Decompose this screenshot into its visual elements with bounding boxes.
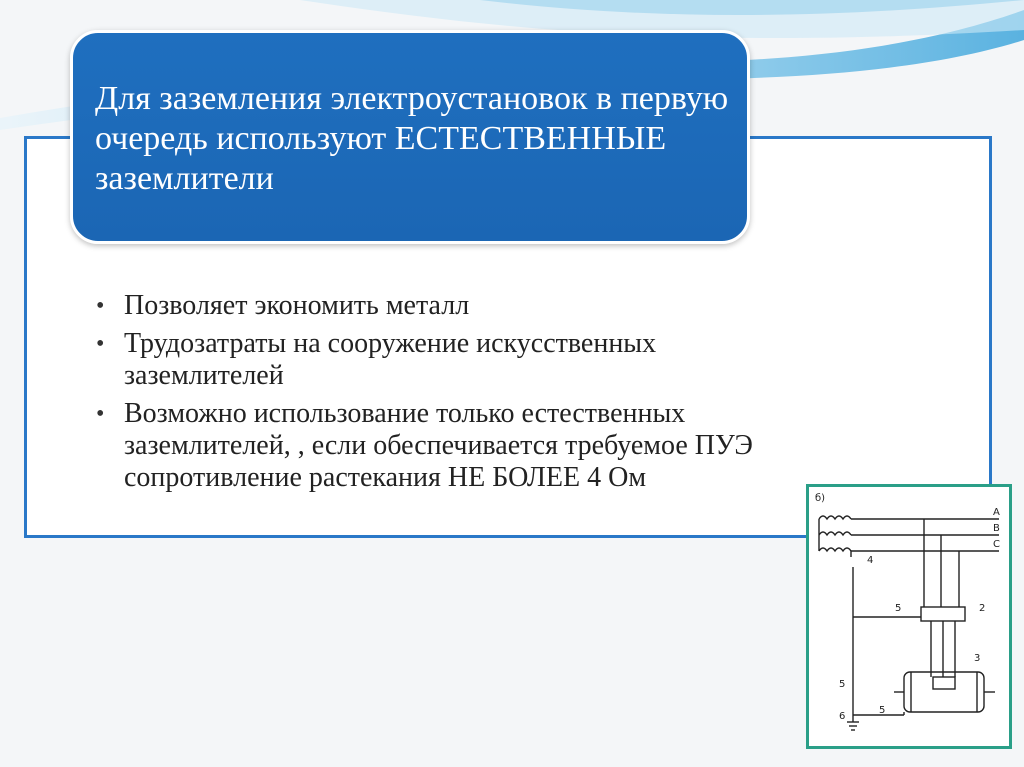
grounding-schematic-image — [806, 484, 1012, 749]
part-label: 4 — [867, 555, 874, 566]
phase-label: C — [993, 539, 1000, 550]
schematic-drawing — [809, 487, 1009, 746]
phase-label: A — [993, 507, 1000, 518]
bullet-item — [96, 398, 816, 494]
bullet-text: Трудозатраты на сооружение искусственных заземлителей — [124, 328, 657, 391]
part-label: 5 — [839, 679, 846, 690]
part-label: 5 — [895, 603, 902, 614]
part-label: 3 — [974, 653, 981, 664]
part-label: 6 — [839, 711, 846, 722]
bullet-text: Позволяет экономить металл — [124, 290, 470, 321]
title-box — [70, 30, 750, 244]
diagram-caption: б) — [815, 493, 826, 504]
phase-label: B — [993, 523, 1000, 534]
part-label: 5 — [879, 705, 886, 716]
bullet-item — [96, 290, 816, 322]
bullet-marker: • — [96, 401, 105, 427]
slide-title: Для заземления электроустановок в первую очередь используют ЕСТЕСТВЕННЫЕ заземлители — [95, 80, 729, 197]
bullet-item — [96, 328, 816, 392]
bullet-marker: • — [96, 331, 105, 357]
bullet-list — [96, 290, 816, 500]
bullet-text: Возможно использование только естественных заземлителей, , если обеспечивается требуемое ПУЭ сопротивление растекания НЕ БОЛЕЕ 4 Ом — [124, 398, 753, 493]
bullet-marker: • — [96, 293, 105, 319]
part-label: 2 — [979, 603, 986, 614]
